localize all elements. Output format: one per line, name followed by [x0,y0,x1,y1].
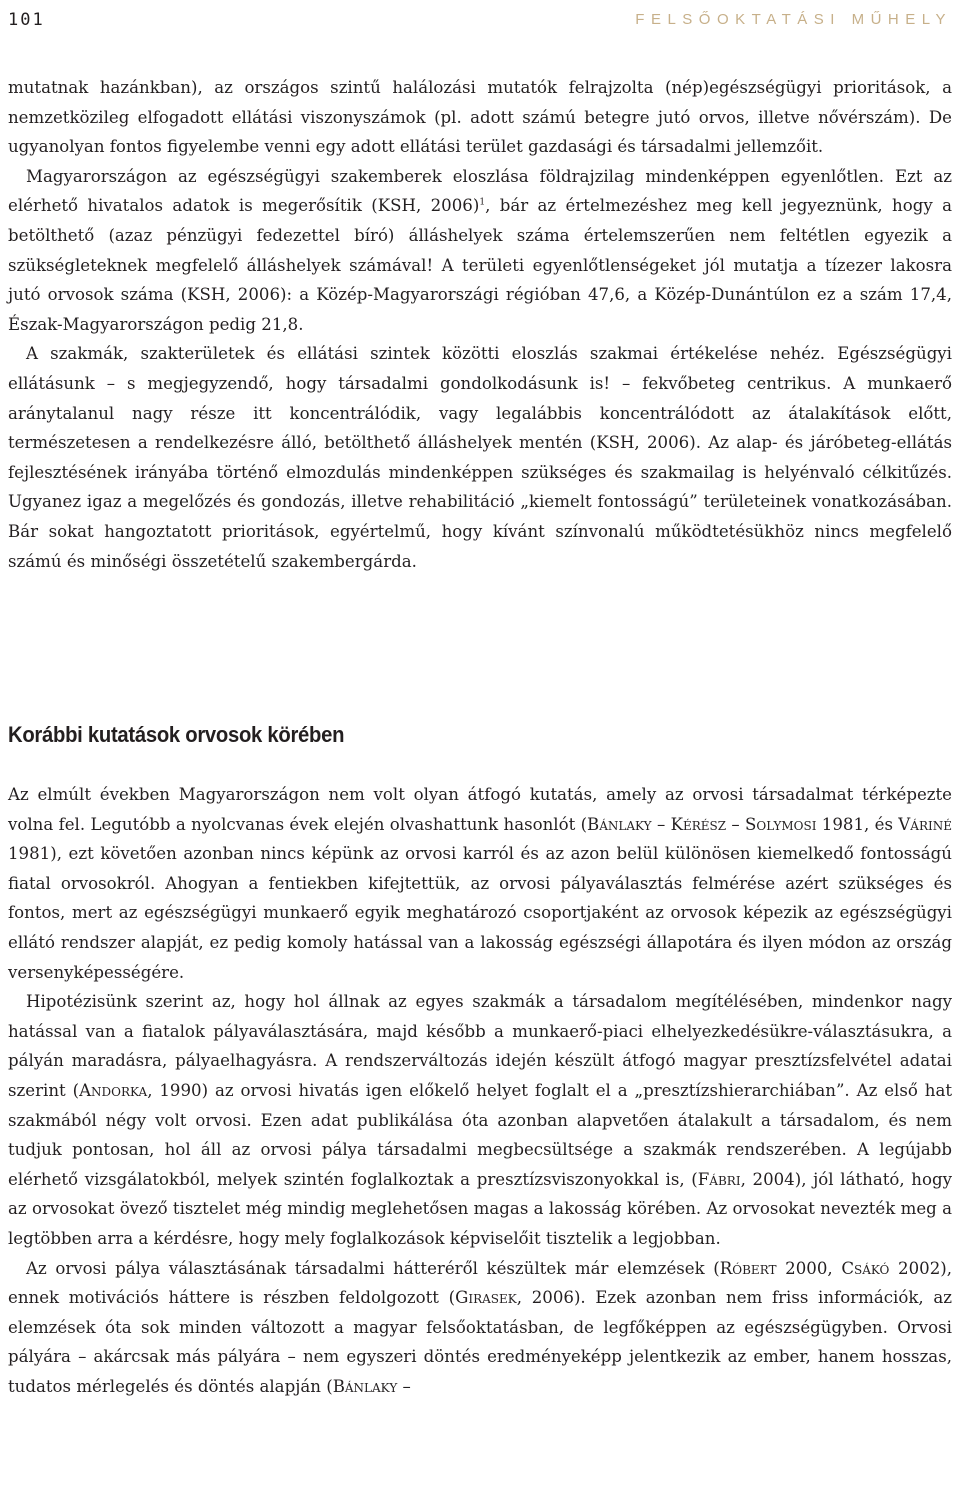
paragraph-text: Magyarországon az egészségügyi szakemberek eloszlása földrajzilag mindenképpen egyenlőtlen. Ezt az elérhető hivatalos adatok is megerősítik (KSH, 2006) [8,166,952,216]
citation-author: Csákó [841,1258,890,1278]
paragraph-text: Az orvosi pálya választásának társadalmi hátteréről készültek már elemzések ( [26,1258,720,1278]
paragraph-text: Hipotézisünk szerint az, hogy hol állnak az egyes szakmák a társadalom megítélésében, mindenkor nagy hatással van a fiatalok pályaválasztására, majd később a munkaerő-piaci elhelyezkedésükre-választásukra, a pályán maradásra, pályaelhagyásra. A rendszerváltozás idején készült átfogó magyar presztízsfelvétel adatai szerint ( [8,992,952,1100]
citation-author: Váriné [898,814,952,834]
paragraph [8,1254,952,1402]
journal-title: FELSŐOKTATÁSI MŰHELY [635,11,952,28]
footnote-marker: 1 [479,197,486,208]
citation-author: Róbert [719,1258,777,1278]
citation-author: Andorka [79,1080,148,1100]
citation-author: Bánlaky – [332,1376,411,1396]
page-number: 101 [8,10,45,30]
paragraph-text: 1981, és [816,814,899,834]
paragraph-text: , 2006). Ezek azonban nem friss információk, az elemzések óta sok minden változott a magyar felsőoktatásban, de legfőképpen az egészségügyben. Orvosi pályára – akárcsak más pályára – nem egyszeri döntés eredményeképp jelentkezik az ember, hanem hosszas, tudatos mérlegelés és döntés alapján ( [8,1288,952,1396]
running-head [8,10,952,34]
citation-author: Girasek [455,1288,517,1308]
paragraph-text: , 2004), jól látható, hogy az orvosokat övező tisztelet még mindig meglehetősen magas a lakosság körében. Az orvosokat nevezték meg a legtöbben arra a kérdésre, hogy mely foglalkozások képviselőit tisztelik a legjobban. [8,1169,952,1248]
section-1-body [8,73,952,576]
paragraph [8,987,952,1253]
paragraph [8,162,952,340]
paragraph: A szakmák, szakterületek és ellátási szintek közötti eloszlás szakmai értékelése nehéz. Egészségügyi ellátásunk – s megjegyzendő, hogy társadalmi gondolkodásunk is! – fekvőbeteg centrikus. A munkaerő aránytalanul nagy része itt koncentrálódik, vagy legalábbis koncentrálódott az átalakítások előtt, természetesen a rendelkezésre álló, betölthető álláshelyek mentén (KSH, 2006). Az alap- és járóbeteg-ellátás fejlesztésének irányába történő elmozdulás mindenképpen szükséges és szakmailag is helyénvaló célkitűzés. Ugyanez igaz a megelőzés és gondozás, illetve rehabilitáció „kiemelt fontosságú” területeinek vonatkozásában. Bár sokat hangoztatott prioritások, egyértelmű, hogy kívánt színvonalú működtetésükhöz nincs megfelelő számú és minőségi összetételű szakembergárda. [8,344,952,571]
paragraph-text: Az elmúlt években Magyarországon nem volt olyan átfogó kutatás, amely az orvosi társadalmat térképezte volna fel. Legutóbb a nyolcvanas évek elején olvashattunk hasonlót ( [8,785,952,834]
paragraph [8,780,952,987]
continuation-paragraph: mutatnak hazánkban), az országos szintű halálozási mutatók felrajzolta (nép)egészségügyi prioritások, a nemzetközileg elfogadott ellátási viszonyszámok (pl. adott számú betegre jutó orvos, illetve nővérszám). De ugyanolyan fontos figyelembe venni egy adott ellátási terület gazdasági és társadalmi jellemzőit. [8,78,952,157]
section-heading: Korábbi kutatások orvosok körében [8,722,345,747]
paragraph-text: , 1990) az orvosi hivatás igen előkelő helyet foglalt el a „presztízshierarchiában”. Az első hat szakmából négy volt orvosi. Ezen adat publikálása óta azonban alapvetően átalakult a társadalom, és nem tudjuk pontosan, hol áll az orvosi pálya társadalmi megbecsültsége a szakmák rendszerében. A legújabb elérhető vizsgálatokból, melyek szintén foglalkoztak a presztízsviszonyokkal is, ( [8,1080,953,1189]
paragraph-text: , bár az értelmezéshez meg kell jegyeznünk, hogy a betölthető (azaz pénzügyi fedezettel bíró) álláshelyek száma értelemszerűen nem feltétlen egyezik a szükségleteknek megfelelő álláshelyek számával! A területi egyenlőtlenségeket jól mutatja a tízezer lakosra jutó orvosok száma (KSH, 2006): a Közép-Magyarországi régióban 47,6, a Közép-Dunántúlon ez a szám 17,4, Észak-Magyarországon pedig 21,8. [8,196,952,334]
citation-author: Bánlaky – Kérész – Solymosi [587,814,817,834]
citation-author: Fábri [697,1169,741,1189]
section-2-body [8,780,952,1401]
paragraph-text: 1981), ezt követően azonban nincs képünk az orvosi karról és az azon belül különösen kiemelkedő fontosságú fiatal orvosokról. Ahogyan a fentiekben kifejtettük, az orvosi pályaválasztás felmérése azért szükséges és fontos, mert az egészségügyi munkaerő egyik meghatározó csoportjaként az orvosok képezik az egészségügyi ellátó rendszer alapját, ez pedig komoly hatással van a lakosság egészségi állapotára és ilyen módon az ország versenyképességére. [8,844,952,982]
paragraph-text: 2000, [776,1258,842,1278]
paragraph-text: 2002), ennek motivációs háttere is részben feldolgozott ( [8,1258,953,1308]
